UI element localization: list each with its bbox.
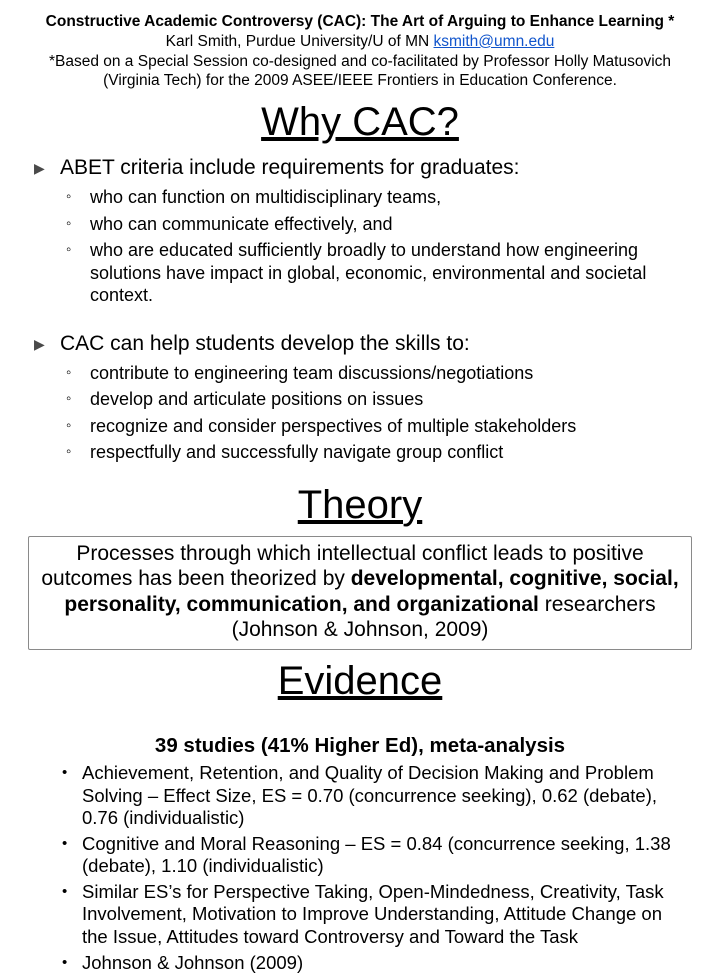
sub-bullet-item xyxy=(26,239,694,307)
author-line xyxy=(26,32,694,52)
section-title-theory xyxy=(26,482,694,528)
circle-bullet-icon: ◦ xyxy=(66,213,90,235)
theory-text-regular-2: researchers (Johnson & Johnson, 2009) xyxy=(232,593,656,642)
bullet-item xyxy=(26,155,694,182)
triangle-bullet-icon: ▶ xyxy=(34,331,60,357)
evidence-bullet-text: Johnson & Johnson (2009) xyxy=(82,952,694,974)
sub-bullet-text: who can function on multidisciplinary teams, xyxy=(90,186,694,209)
footnote-line-2: (Virginia Tech) for the 2009 ASEE/IEEE Frontiers in Education Conference. xyxy=(26,71,694,91)
sub-bullet-text: who can communicate effectively, and xyxy=(90,213,694,236)
sub-bullet-text: recognize and consider perspectives of multiple stakeholders xyxy=(90,415,694,438)
dot-bullet-icon: • xyxy=(62,952,82,974)
presentation-title: Constructive Academic Controversy (CAC): The Art of Arguing to Enhance Learning * xyxy=(26,12,694,32)
slide-header xyxy=(26,12,694,91)
sub-bullet-text: who are educated sufficiently broadly to understand how engineering solutions have impact in global, economic, environmental and societal context. xyxy=(90,239,694,307)
sub-bullet-text: contribute to engineering team discussions/negotiations xyxy=(90,362,694,385)
evidence-list xyxy=(26,762,694,974)
triangle-bullet-icon: ▶ xyxy=(34,155,60,181)
bullet-item xyxy=(26,331,694,358)
sub-bullet-item xyxy=(26,415,694,438)
circle-bullet-icon: ◦ xyxy=(66,186,90,208)
evidence-bullet-item xyxy=(26,881,694,949)
circle-bullet-icon: ◦ xyxy=(66,239,90,261)
bullet-text: ABET criteria include requirements for graduates: xyxy=(60,155,694,182)
theory-text-bold: developmental, cognitive, social, personality, communication, and organizational xyxy=(64,567,678,616)
sub-bullet-item xyxy=(26,213,694,236)
sub-bullet-item xyxy=(26,388,694,411)
sub-bullet-item xyxy=(26,441,694,464)
circle-bullet-icon: ◦ xyxy=(66,388,90,410)
circle-bullet-icon: ◦ xyxy=(66,362,90,384)
theory-text-regular: Processes through which intellectual conflict leads to positive outcomes has been theorized by xyxy=(41,542,643,591)
evidence-bullet-text: Achievement, Retention, and Quality of Decision Making and Problem Solving – Effect Size, ES = 0.70 (concurrence seeking), 0.62 (debate), 0.76 (individualistic) xyxy=(82,762,694,830)
sub-bullet-text: respectfully and successfully navigate group conflict xyxy=(90,441,694,464)
dot-bullet-icon: • xyxy=(62,833,82,855)
evidence-bullet-text: Cognitive and Moral Reasoning – ES = 0.84 (concurrence seeking, 1.38 (debate), 1.10 (individualistic) xyxy=(82,833,694,878)
section-title-evidence xyxy=(26,658,694,704)
footnote-line-1: *Based on a Special Session co-designed and co-facilitated by Professor Holly Matusovich xyxy=(26,52,694,72)
evidence-bullet-text: Similar ES’s for Perspective Taking, Open-Mindedness, Creativity, Task Involvement, Motivation to Improve Understanding, Attitude Change on the Issue, Attitudes toward Controversy and Toward the Task xyxy=(82,881,694,949)
section-title-text: Why CAC? xyxy=(261,100,459,144)
section-title-text: Evidence xyxy=(278,659,443,703)
dot-bullet-icon: • xyxy=(62,762,82,784)
sub-bullet-item xyxy=(26,362,694,385)
circle-bullet-icon: ◦ xyxy=(66,415,90,437)
dot-bullet-icon: • xyxy=(62,881,82,903)
evidence-subtitle: 39 studies (41% Higher Ed), meta-analysis xyxy=(26,734,694,758)
section-title-why-cac xyxy=(26,99,694,145)
evidence-bullet-item xyxy=(26,952,694,974)
sub-bullet-text: develop and articulate positions on issues xyxy=(90,388,694,411)
section-title-text: Theory xyxy=(298,483,423,527)
author-text: Karl Smith, Purdue University/U of MN xyxy=(166,33,434,50)
circle-bullet-icon: ◦ xyxy=(66,441,90,463)
bullet-text: CAC can help students develop the skills to: xyxy=(60,331,694,358)
theory-box xyxy=(28,536,692,650)
email-link[interactable]: ksmith@umn.edu xyxy=(434,33,555,50)
evidence-bullet-item xyxy=(26,833,694,878)
sub-bullet-item xyxy=(26,186,694,209)
evidence-bullet-item xyxy=(26,762,694,830)
